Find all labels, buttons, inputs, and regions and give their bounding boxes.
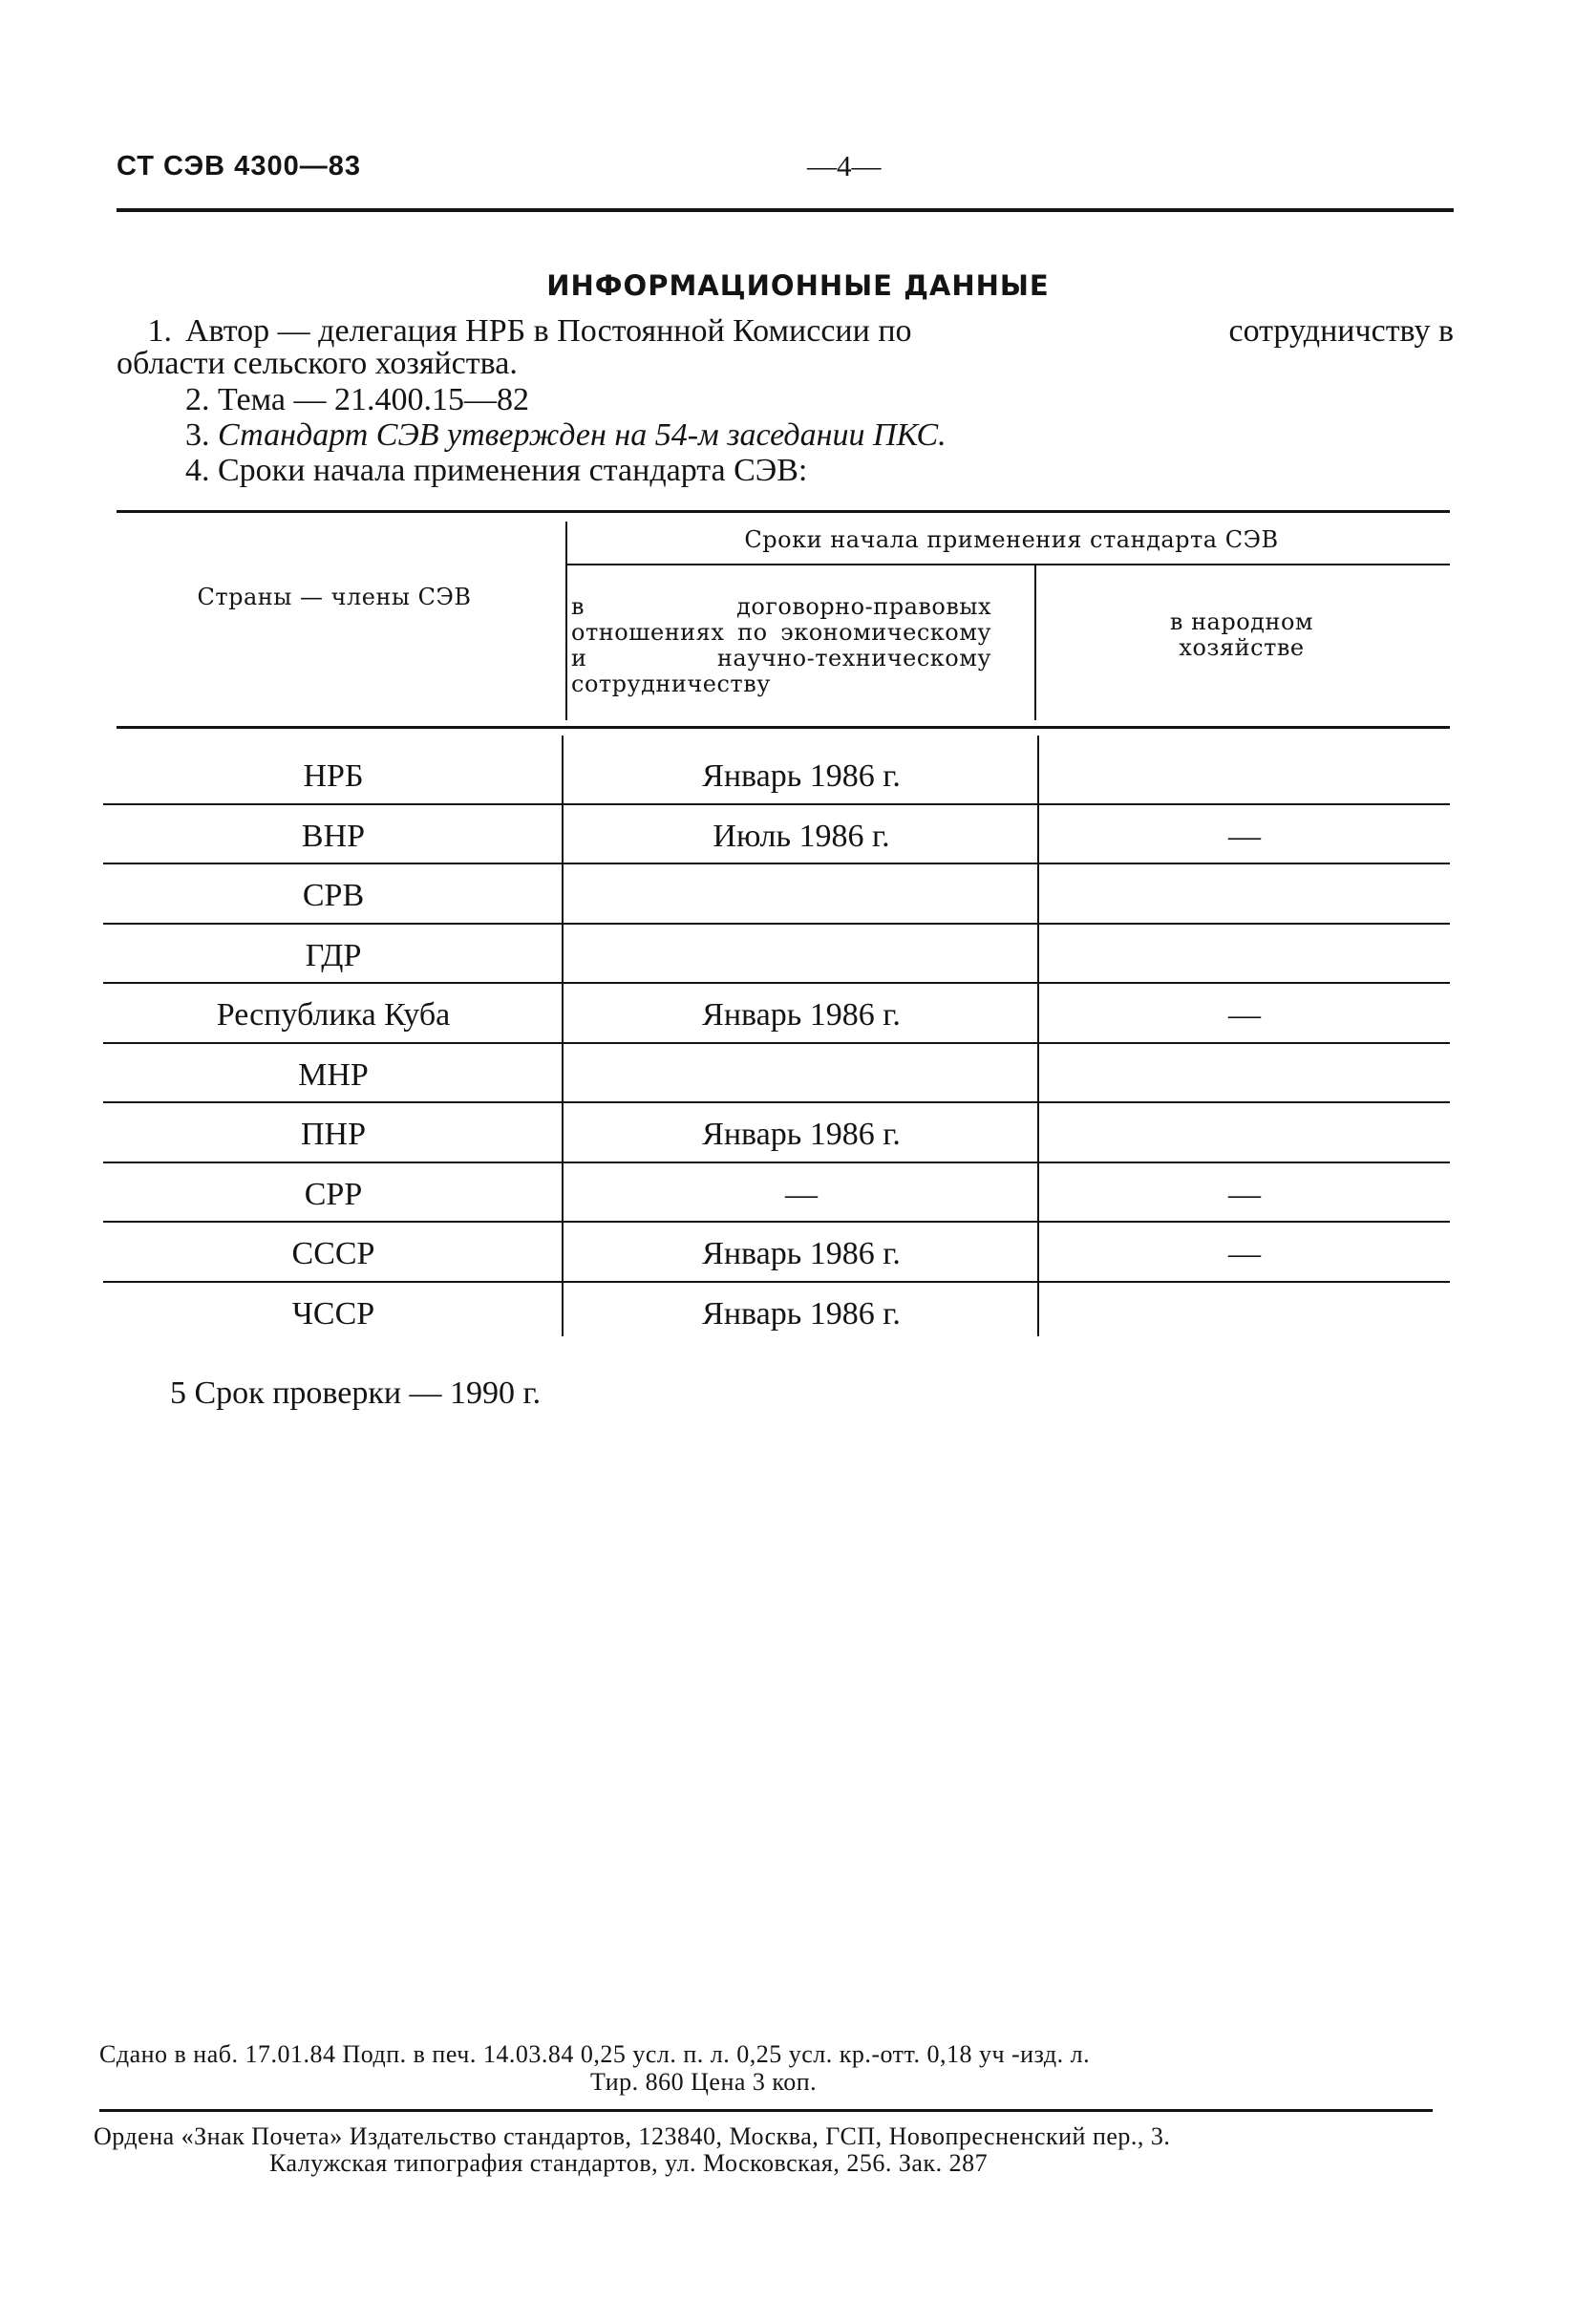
item-1-continuation: области сельского хозяйства. [117,346,518,381]
cell-country: СРВ [302,878,365,913]
item-3-text: Стандарт СЭВ утвержден на 54-м заседании ПКС. [218,417,947,453]
item-5: 5 Срок проверки — 1990 г. [170,1375,542,1411]
imprint-line-3: Ордена «Знак Почета» Издательство стандартов, 123840, Москва, ГСП, Новопресненский пер., 3. [94,2122,1171,2150]
table-body-divider-2 [1037,735,1039,1336]
imprint-line-1: Сдано в наб. 17.01.84 Подп. в печ. 14.03.84 0,25 усл. п. л. 0,25 усл. кр.-отт. 0,18 уч -изд. л. [99,2040,1091,2068]
cell-contract: — [785,1176,818,1212]
cell-country: МНР [298,1056,369,1093]
cell-economy: — [1228,997,1261,1033]
item-2-number: 2. [185,382,210,417]
row-rule [103,1042,1450,1044]
cell-country: НРБ [303,758,364,794]
table-header-bottom-rule [117,726,1450,729]
item-1 [117,313,1454,350]
cell-contract: Январь 1986 г. [702,1236,901,1271]
item-4 [185,453,807,489]
row-rule [103,863,1450,864]
table-top-rule [117,510,1450,513]
cell-country: СССР [291,1236,375,1271]
cell-contract: Январь 1986 г. [702,758,901,794]
row-rule [103,1221,1450,1223]
cell-country: ВНР [301,818,366,854]
item-4-number: 4. [185,453,210,488]
item-3-number: 3. [185,417,210,453]
item-1-text: Автор — делегация НРБ в Постоянной Комиссии по [185,313,912,349]
item-4-text: Сроки начала применения стандарта СЭВ: [218,453,808,488]
header-economy: в народном хозяйстве [1169,608,1314,661]
imprint-line-2: Тир. 860 Цена 3 коп. [590,2068,818,2096]
cell-contract: Январь 1986 г. [702,997,901,1033]
row-rule [103,1281,1450,1283]
row-rule [103,803,1450,805]
page-number: —4— [807,149,882,182]
cell-contract: Июль 1986 г. [713,818,890,854]
cell-country: СРР [304,1176,363,1212]
cell-country: Республика Куба [216,997,451,1033]
item-1-tail: сотрудничству в [1228,313,1454,349]
table-body-divider-1 [562,735,564,1336]
item-1-number: 1. [147,313,172,349]
cell-contract: Январь 1986 г. [702,1295,901,1332]
row-rule [103,923,1450,925]
cell-economy: — [1228,1236,1261,1271]
cell-country: ПНР [300,1117,367,1152]
table-header-divider-2 [1034,565,1036,720]
imprint-rule [99,2109,1433,2112]
row-rule [103,1101,1450,1103]
item-2-text: Тема — 21.400.15—82 [218,382,529,417]
cell-contract: Январь 1986 г. [702,1117,901,1152]
imprint-line-4: Калужская типография стандартов, ул. Московская, 256. Зак. 287 [269,2149,989,2177]
cell-economy: — [1228,1176,1261,1212]
row-rule [103,1162,1450,1163]
standard-code: СТ СЭВ 4300—83 [117,151,361,181]
cell-country: ГДР [305,937,362,973]
header-countries: Страны — члены СЭВ [197,584,472,610]
table-header-divider-1 [565,522,567,720]
header-contract: в договорно-правовых отношениях по экономическому и научно-техническому сотрудничеству [571,593,991,697]
table-group-rule [567,564,1450,565]
header-rule [117,208,1454,212]
cell-country: ЧССР [291,1295,375,1332]
item-3 [185,417,947,454]
item-2 [185,382,529,418]
section-title: ИНФОРМАЦИОННЫЕ ДАННЫЕ [546,269,1050,302]
row-rule [103,982,1450,984]
cell-economy: — [1228,818,1261,854]
header-group: Сроки начала применения стандарта СЭВ [744,526,1279,553]
